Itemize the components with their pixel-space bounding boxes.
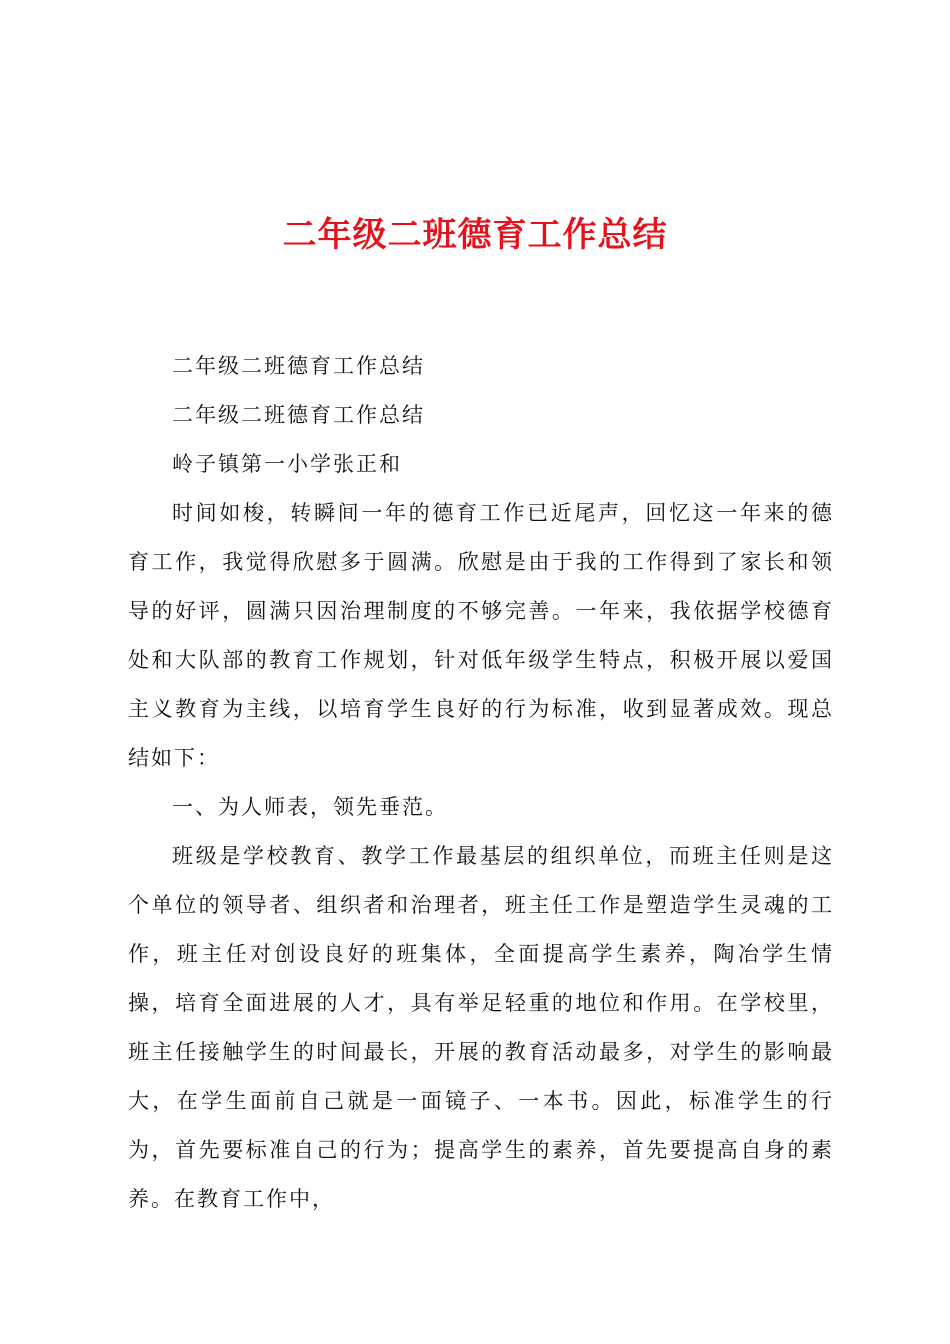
section-heading: 一、为人师表，领先垂范。 [172,795,448,819]
paragraph-intro: 时间如梭，转瞬间一年的德育工作已近尾声，回忆这一年来的德育工作，我觉得欣慰多于圆满。欣慰是由于我的工作得到了家长和领导的好评，圆满只因治理制度的不够完善。一年来，我依据学校德育处和大队部的教育工作规划，针对低年级学生特点，积极开展以爱国主义教育为主线，以培育学生良好的行为标准，收到显著成效。现总结如下： [128,501,834,770]
paragraph-author: 岭子镇第一小学张正和 [172,452,402,476]
document-title: 二年级二班德育工作总结 [282,215,668,255]
document-body [128,342,834,1224]
paragraph-section-body: 班级是学校教育、教学工作最基层的组织单位，而班主任则是这个单位的领导者、组织者和治理者，班主任工作是塑造学生灵魂的工作，班主任对创设良好的班集体，全面提高学生素养，陶冶学生情操，培育全面进展的人才，具有举足轻重的地位和作用。在学校里，班主任接触学生的时间最长，开展的教育活动最多，对学生的影响最大，在学生面前自己就是一面镜子、一本书。因此，标准学生的行为，首先要标准自己的行为；提高学生的素养，首先要提高自身的素养。在教育工作中， [128,844,834,1211]
paragraph-subtitle-repeat: 二年级二班德育工作总结 [172,403,425,427]
paragraph-subtitle: 二年级二班德育工作总结 [172,354,425,378]
